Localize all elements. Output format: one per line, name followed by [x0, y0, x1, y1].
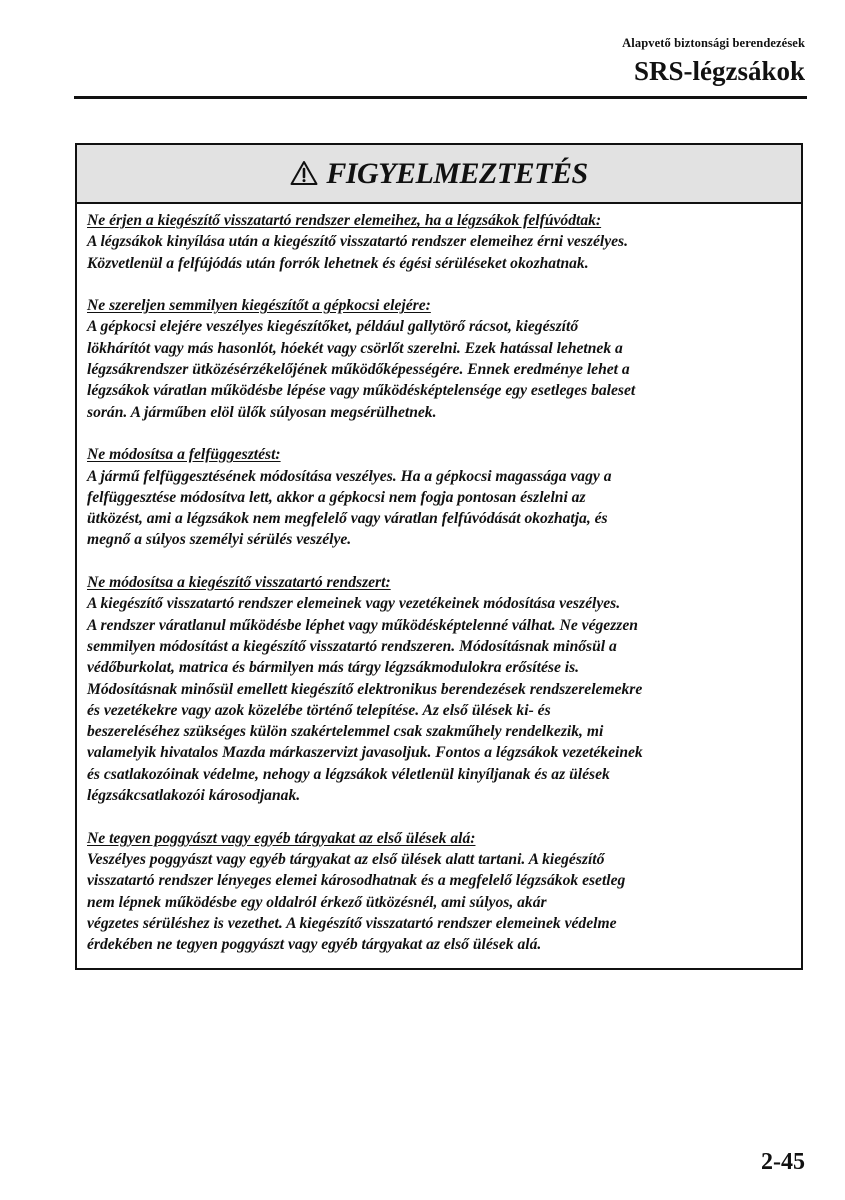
- warning-text-line: lökhárítót vagy más hasonlót, hóekét vagy csörlőt szerelni. Ezek hatással lehetnek a: [87, 339, 623, 357]
- warning-text-line: során. A járműben elöl ülők súlyosan megsérülhetnek.: [87, 403, 437, 421]
- warning-text-line: érdekében ne tegyen poggyászt vagy egyéb tárgyakat az első ülések alá.: [87, 936, 542, 954]
- warning-paragraph: [87, 295, 789, 423]
- warning-text-line: A légzsákok kinyílása után a kiegészítő visszatartó rendszer elemeihez érni veszélyes.: [87, 233, 629, 251]
- warning-text-line: védőburkolat, matrica és bármilyen más tárgy légzsákmodulokra erősítése is.: [87, 659, 580, 677]
- warning-paragraph: [87, 828, 789, 956]
- warning-paragraph: [87, 572, 789, 806]
- warning-text-line: visszatartó rendszer lényeges elemei károsodhatnak és a megfelelő légzsákok esetleg: [87, 872, 626, 890]
- warning-text-line: A gépkocsi elejére veszélyes kiegészítőket, például gallytörő rácsot, kiegészítő: [87, 318, 579, 336]
- warning-body: [77, 204, 801, 955]
- page-title: SRS-légzsákok: [633, 56, 805, 86]
- warning-text-line: semmilyen módosítást a kiegészítő visszatartó rendszeren. Módosításnak minősül a: [87, 637, 617, 655]
- warning-text-line: nem lépnek működésbe egy oldalról érkező ütközésnél, ami súlyos, akár: [87, 893, 547, 911]
- warning-text-line: A jármű felfüggesztésének módosítása veszélyes. Ha a gépkocsi magassága vagy a: [87, 467, 612, 485]
- section-title: Alapvető biztonsági berendezések: [622, 36, 805, 50]
- warning-text-line: Közvetlenül a felfújódás után forrók lehetnek és égési sérüléseket okozhatnak.: [87, 254, 589, 272]
- warning-paragraph: [87, 210, 789, 274]
- warning-paragraph-heading: Ne módosítsa a kiegészítő visszatartó rendszert:: [87, 574, 391, 592]
- warning-text-line: végzetes sérüléshez is vezethet. A kiegészítő visszatartó rendszer elemeinek védelme: [87, 914, 617, 932]
- warning-text-line: A kiegészítő visszatartó rendszer elemeinek vagy vezetékeinek módosítása veszélyes.: [87, 595, 621, 613]
- warning-paragraph-heading: Ne szereljen semmilyen kiegészítőt a gépkocsi elejére:: [87, 297, 431, 315]
- warning-paragraph-heading: Ne módosítsa a felfüggesztést:: [87, 446, 281, 464]
- warning-paragraph-heading: Ne érjen a kiegészítő visszatartó rendszer elemeihez, ha a légzsákok felfúvódtak:: [87, 212, 602, 229]
- warning-text-line: valamelyik hivatalos Mazda márkaszervizt javasoljuk. Fontos a légzsákok vezetékeinek: [87, 744, 643, 762]
- warning-text-line: légzsákrendszer ütközésérzékelőjének működőképességére. Ennek eredménye lehet a: [87, 361, 630, 379]
- warning-text-line: beszereléséhez szükséges külön szakértelemmel csak szakműhely rendelkezik, mi: [87, 723, 604, 741]
- warning-text-line: Veszélyes poggyászt vagy egyéb tárgyakat az első ülések alatt tartani. A kiegészítő: [87, 850, 605, 868]
- warning-box: [75, 143, 803, 970]
- warning-text-line: és vezetékekre vagy azok közelébe történő telepítése. Az első ülések ki- és: [87, 701, 551, 719]
- warning-text-line: Módosításnak minősül emellett kiegészítő elektronikus berendezések rendszerelemekre: [87, 680, 643, 698]
- warning-paragraph-heading: Ne tegyen poggyászt vagy egyéb tárgyakat az első ülések alá:: [87, 829, 476, 847]
- warning-paragraph: [87, 444, 789, 550]
- warning-title: FIGYELMEZTETÉS: [326, 156, 588, 190]
- warning-text-line: felfüggesztése módosítva lett, akkor a gépkocsi nem fogja pontosan észlelni az: [87, 488, 586, 506]
- warning-triangle-icon: [290, 160, 318, 186]
- warning-text-line: és csatlakozóinak védelme, nehogy a légzsákok véletlenül kinyíljanak és az ülések: [87, 765, 610, 783]
- header-divider: [74, 96, 807, 99]
- warning-text-line: megnő a súlyos személyi sérülés veszélye.: [87, 531, 352, 549]
- warning-text-line: légzsákok váratlan működésbe lépése vagy működésképtelensége egy esetleges baleset: [87, 382, 636, 400]
- warning-text-line: ütközést, ami a légzsákok nem megfelelő vagy váratlan felfúvódását okozhatja, és: [87, 510, 608, 528]
- warning-text-line: légzsákcsatlakozói károsodjanak.: [87, 787, 301, 805]
- warning-text-line: A rendszer váratlanul működésbe léphet vagy működésképtelenné válhat. Ne végezzen: [87, 616, 638, 634]
- warning-header: [77, 145, 801, 204]
- page-number: 2-45: [761, 1149, 805, 1175]
